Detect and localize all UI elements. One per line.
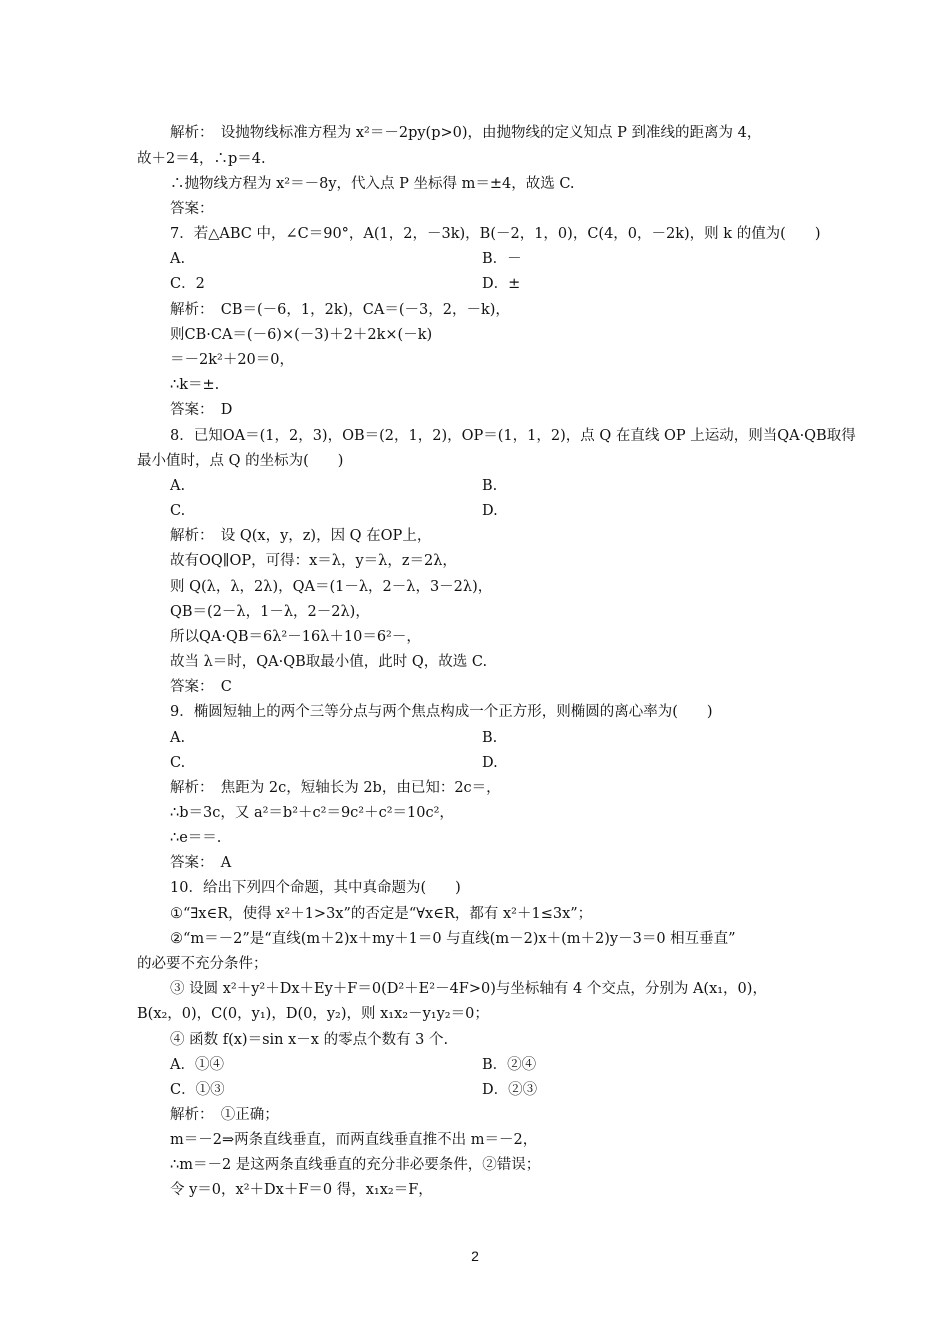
option-a: A. [170,730,186,746]
option-d: D．± [482,276,521,292]
text-line: 的必要不充分条件； [137,956,268,972]
answer-line: 答案： A [170,855,232,871]
text-line: ∴k＝±. [170,377,220,393]
option-d: D. [482,755,498,771]
text-line: ∴b＝3c，又 a²＝b²＋c²＝9c²＋c²＝10c²， [170,805,454,821]
option-b: B．②④ [482,1057,537,1073]
page-number: 2 [471,1248,479,1264]
option-c: C．①③ [170,1082,225,1098]
question-10-stem: 10．给出下列四个命题，其中真命题为( ) [170,880,461,896]
text-line: ∴m＝－2 是这两条直线垂直的充分非必要条件，②错误； [170,1157,541,1173]
text-line: ＝－2k²＋20＝0， [170,352,295,368]
option-d: D．②③ [482,1082,538,1098]
text-line: 故有OQ∥OP，可得：x＝λ，y＝λ，z＝2λ， [170,553,457,569]
text-line: 答案： [170,201,214,217]
text-line: ②“m＝－2”是“直线(m＋2)x＋my＋1＝0 与直线(m－2)x＋(m＋2)y－3＝0 相互垂直” [170,931,736,947]
option-b: B. [482,478,498,494]
text-line: ①“∃x∈R，使得 x²＋1>3x”的否定是“∀x∈R，都有 x²＋1≤3x”； [170,906,593,922]
text-line: QB＝(2－λ，1－λ，2－2λ)， [170,604,370,620]
text-line: 则 Q(λ，λ，2λ)，QA＝(1－λ，2－λ，3－2λ)， [170,579,493,595]
option-b: B．－ [482,251,522,267]
text-line: ③ 设圆 x²＋y²＋Dx＋Ey＋F＝0(D²＋E²－4F>0)与坐标轴有 4 个交点，分别为 A(x₁，0)， [170,981,767,997]
option-a: A．①④ [170,1057,224,1073]
text-line: m＝－2⇒两条直线垂直，而两直线垂直推不出 m＝－2， [170,1132,538,1148]
text-line: 令 y＝0，x²＋Dx＋F＝0 得，x₁x₂＝F， [170,1182,433,1198]
text-line: 解析： ①正确； [170,1107,279,1123]
text-line: 最小值时，点 Q 的坐标为( ) [137,453,344,469]
text-line: 则CB·CA＝(－6)×(－3)＋2＋2k×(－k) [170,327,433,343]
question-7-stem: 7．若△ABC 中，∠C＝90°，A(1，2，－3k)，B(－2，1，0)，C(4，0，－2k)，则 k 的值为( ) [170,226,821,242]
option-c: C. [170,503,186,519]
text-line: B(x₂，0)，C(0，y₁)，D(0，y₂)，则 x₁x₂－y₁y₂＝0； [137,1006,489,1022]
option-d: D. [482,503,498,519]
option-a: A. [170,478,186,494]
text-line: 解析： 焦距为 2c，短轴长为 2b，由已知：2c＝， [170,780,501,796]
text-line: 解析： 设抛物线标准方程为 x²＝－2py(p>0)，由抛物线的定义知点 P 到准线的距离为 4， [170,125,762,141]
text-line: 解析： 设 Q(x，y，z)，因 Q 在OP上， [170,528,432,544]
answer-line: 答案： C [170,679,232,695]
text-line: 所以QA·QB＝6λ²－16λ＋10＝6²－， [170,629,421,645]
text-line: 故＋2＝4，∴p＝4. [137,151,266,167]
option-b: B. [482,730,498,746]
text-line: ④ 函数 f(x)＝sin x－x 的零点个数有 3 个. [170,1032,449,1048]
option-c: C. [170,755,186,771]
option-a: A. [170,251,186,267]
answer-line: 答案： D [170,402,233,418]
text-line: ∴抛物线方程为 x²＝－8y，代入点 P 坐标得 m＝±4，故选 C. [170,176,575,192]
question-8-stem: 8．已知OA＝(1，2，3)，OB＝(2，1，2)，OP＝(1，1，2)，点 Q 在直线 OP 上运动，则当QA·QB取得 [170,428,856,444]
text-line: 解析： CB＝(－6，1，2k)，CA＝(－3，2，－k)， [170,302,510,318]
text-line: 故当 λ＝时，QA·QB取最小值，此时 Q，故选 C. [170,654,488,670]
option-c: C．2 [170,276,205,292]
question-9-stem: 9．椭圆短轴上的两个三等分点与两个焦点构成一个正方形，则椭圆的离心率为( ) [170,704,713,720]
text-line: ∴e＝＝. [170,830,222,846]
